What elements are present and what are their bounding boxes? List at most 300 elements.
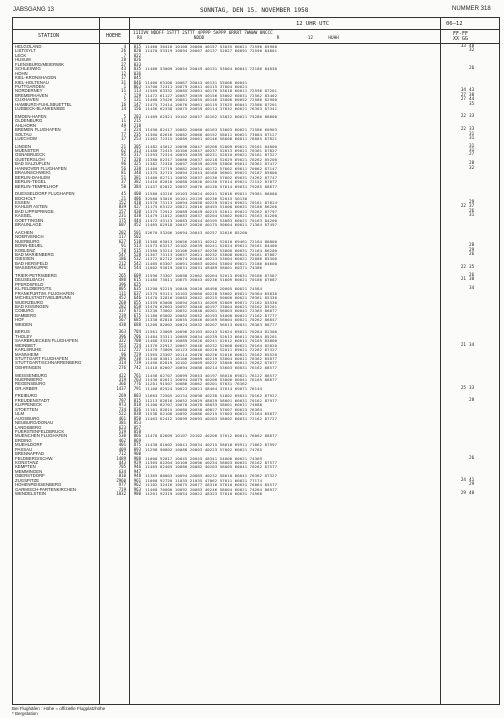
station-height: 422: [118, 372, 126, 378]
station-name: BAD HERSFELD: [15, 261, 48, 266]
station-height: 1832: [116, 491, 126, 497]
station-code: 045: [133, 75, 141, 81]
station-name: BERLIN-TEGEL: [15, 180, 47, 185]
wind-max: 33: [469, 385, 475, 391]
observation-code: 11175 63122 10021 20016 48455 51008 60031 70186 86200: [145, 204, 278, 210]
station-code: 317: [133, 152, 141, 158]
station-code: 026: [133, 57, 141, 63]
station-height: 443: [118, 460, 126, 465]
station-height: 319: [118, 376, 126, 382]
range-label: 06–12: [446, 21, 463, 27]
station-code: 235: [133, 131, 141, 137]
station-code: 947: [133, 468, 141, 474]
observation-code: 11470 73009 10123 20040 40220 52011 69021 72262 87327: [145, 347, 278, 353]
observation-code: 11470 62603 10097 20046 40197 33004 60021 70162 85201: [145, 304, 278, 309]
observation-code: 11569 63332 10085 20061 40176 53018 60011 72596 87201: [145, 88, 278, 94]
station-name: BAD SALZUFLEN: [15, 162, 50, 167]
station-code: 729: [133, 351, 141, 357]
wind-max: 32: [469, 48, 475, 54]
station-name: DEUSELBACH: [15, 278, 45, 283]
station-code: 609: [133, 272, 141, 278]
observation-code: 11463 82412 10099 20093 40203 58002 60031 72162 87727: [145, 415, 278, 421]
station-code: 625: [133, 281, 141, 287]
wind-max: 35: [469, 101, 475, 107]
station-name: FELDBERG/SCHW.: [15, 456, 54, 461]
issue-number: NUMMER 318: [452, 6, 491, 12]
station-code: 452: [133, 222, 141, 228]
station-code: 203: [133, 113, 141, 119]
observation-code: 11472 61127 10087 20059 40156 53002 60031 72562 83402: [145, 92, 278, 98]
wind-max: 34: [469, 342, 475, 348]
station-height: 522: [118, 411, 126, 417]
wind-max: 28: [469, 161, 475, 167]
station-code: 646: [133, 295, 141, 301]
station-code: 156: [133, 106, 141, 112]
station-height: 50: [121, 183, 126, 189]
station-height: 1437: [116, 385, 126, 391]
observation-code: 11201 91507 10086 20062 40201 57031 76362: [145, 381, 248, 387]
station-code: 658: [133, 304, 141, 309]
station-height: 4: [123, 44, 126, 49]
station-name: GR.ARBER: [15, 386, 38, 391]
station-name: OBERSTDORF: [15, 474, 45, 479]
station-code: 129: [133, 92, 141, 98]
station-code: 532: [133, 256, 141, 262]
wind-max: 35: [469, 265, 475, 271]
observation-code: 11490 82417 10082 20060 40163 53003 60021 72586 60903: [145, 127, 278, 133]
wind-max: 44: [469, 97, 475, 103]
observation-code: 32670 53206 10094 20043 40257 52016 85200: [145, 229, 248, 235]
observation-code: 11000 92720 11035 21035 47062 57011 60021 77174: [145, 477, 263, 483]
wind-gust: 33: [460, 44, 466, 49]
station-name: MUENCHEN FLUGHAFEN: [15, 434, 68, 439]
observation-code: 11465 82405 10086 20082 40203 56005 60041 70262 87577: [145, 464, 278, 470]
station-height: 45: [121, 191, 126, 197]
station-name: LANDSBERG: [15, 425, 42, 430]
observation-code: 11201 92319 10054 20022 48323 57010 60031 74566: [145, 491, 263, 497]
wind-max: 40: [469, 491, 475, 497]
station-name: HOF: [15, 318, 25, 323]
station-name: BRENNAPFAD: [15, 452, 45, 457]
wind-max: 26: [469, 455, 475, 461]
wind-gust: 21: [460, 277, 466, 283]
observation-code: 11430 81002 10041 20034 40215 58018 69911 71062 87997: [145, 442, 278, 448]
observation-code: 11338 82810 10055 20046 40169 56004 60021 70262 86847: [145, 317, 278, 323]
wind-max: 43: [469, 88, 475, 94]
station-name: THOLEY: [15, 334, 33, 339]
station-height: 519: [118, 428, 126, 434]
observation-code: 11372 82712 10074 20046 40223 53004 60021 72086 85300: [145, 256, 278, 262]
station-height: 401: [118, 442, 126, 448]
station-name: REGENSBURG: [15, 382, 46, 387]
station-name: MICHELSTADT/VIELBRUNN: [15, 296, 71, 301]
observation-code: 11460 30418 10100 20060 40157 53035 60021 72596 85900: [145, 44, 278, 49]
station-height: 5: [123, 113, 126, 119]
station-name: KOBLENZ: [15, 248, 36, 253]
volume-label: JABSGANG 13: [13, 7, 55, 13]
observation-code: 32560 53016 10101 20139 40236 52013 50130: [145, 195, 248, 201]
observation-code: 11460 70000 10092 20083 40246 58004 60021 74264 86977: [145, 486, 278, 492]
station-height: 623: [118, 424, 126, 430]
station-height: 269: [118, 393, 126, 399]
station-code: 635: [133, 286, 141, 292]
wind-gust: 22: [460, 204, 466, 210]
station-code: 348: [133, 170, 141, 176]
station-height: 12: [121, 70, 126, 76]
observation-code: 11375 93111 10103 20060 40228 53002 69021 70364 85830: [145, 290, 278, 296]
station-height: 461: [118, 415, 126, 421]
station-name: WEISSENBURG: [15, 373, 48, 378]
station-code: 384: [133, 183, 141, 189]
station-code: 704: [133, 329, 141, 335]
station-name: WUERZBURG: [15, 300, 44, 305]
station-name: HAMBURG-FUHLSBUETTEL: [15, 102, 72, 107]
wind-gust: 29: [460, 491, 466, 497]
station-height: 81: [121, 170, 126, 176]
station-code: 305: [133, 143, 141, 149]
station-code: 738: [133, 356, 141, 361]
station-height: 712: [118, 451, 126, 457]
station-height: 265: [118, 272, 126, 278]
station-height: 56: [121, 165, 126, 171]
station-height: 805: [118, 286, 126, 292]
table-row: [13, 223, 499, 227]
station-height: 77: [121, 131, 126, 137]
footnote-line2: * Bergstation: [12, 711, 38, 716]
station-height: 11: [121, 88, 126, 94]
station-name: OLDENBURG: [15, 119, 43, 124]
station-code: 962: [133, 482, 141, 488]
station-height: 157: [118, 208, 126, 214]
observation-code: 11468 23426 10081 20055 40146 33006 60052 72586 82900: [145, 97, 278, 103]
wind-max: 48: [469, 44, 475, 49]
station-code: 671: [133, 308, 141, 314]
observation-code: 11482 43012 10096 20047 40208 52009 69021 70161 84800: [145, 143, 278, 149]
station-code: 850: [133, 415, 141, 421]
station-name: NORDERNEY: [15, 89, 43, 94]
station-height: 607: [118, 222, 126, 228]
station-height: 186: [118, 256, 126, 262]
ff-header: FF-FF: [453, 31, 469, 37]
observation-code: 11468 33310 10089 20026 40241 52012 60011 70165 83800: [145, 338, 278, 344]
station-code: 948: [133, 473, 141, 479]
station-name: KAHLER ASTEN: [15, 205, 48, 210]
station-code: 063: [133, 83, 141, 89]
observation-code: 11410 82816 10080 20026 40130 57014 69021 72152 87877: [145, 179, 278, 185]
observation-code: 11100 82707 10078 20078 48033 58001 60011 74088: [145, 402, 263, 408]
station-code: 513: [133, 243, 141, 249]
station-name: ZUGSPITZE: [15, 478, 40, 483]
station-height: 7: [123, 52, 126, 58]
station-code: 929: [133, 460, 141, 465]
observation-code: 11290 92219 10040 20020 48498 20005 60021 74584: [145, 286, 263, 292]
station-height: 96: [121, 351, 126, 357]
station-code: 655: [133, 299, 141, 305]
station-code: 815: [133, 397, 141, 403]
station-name: MEMMINGEN: [15, 469, 43, 474]
station-code: 382: [133, 179, 141, 185]
station-height: 21: [121, 195, 126, 201]
observation-code: 11458 82707 10099 20053 40197 56010 69021 76122 86577: [145, 372, 278, 378]
station-height: 111: [118, 290, 126, 296]
wind-gust: 24: [460, 477, 466, 483]
station-code: 224: [133, 127, 141, 133]
station-code: 853: [133, 420, 141, 426]
station-height: 921: [118, 265, 126, 271]
station-code: 022: [133, 52, 141, 58]
observation-table: [12, 17, 500, 705]
station-name: SAARBRUECKEN FLUGHAFEN: [15, 339, 78, 344]
station-name: SOLTAU: [15, 132, 32, 137]
wind-gust: 27: [460, 92, 466, 98]
station-height: 452: [118, 295, 126, 301]
station-name: PASSAU: [15, 447, 33, 452]
station-code: 427: [133, 204, 141, 210]
wind-max: 33: [469, 127, 475, 133]
observation-code: 11382 72310 10097 20039 40199 53006 69011 70361 87477: [145, 161, 278, 167]
observation-code: 11365 80003 10094 20085 40232 58010 60041 76362 87327: [145, 473, 278, 479]
station-name: LUECHOW: [15, 136, 37, 141]
observation-code: 11475 72414 10076 20061 40119 37025 60041 72586 87201: [145, 101, 278, 107]
wind-gust: 21: [460, 342, 466, 348]
wind-gust: 22: [460, 127, 466, 133]
station-height: 95: [121, 152, 126, 158]
station-code: 147: [133, 101, 141, 107]
station-name: GUETERSLOH: [15, 157, 45, 162]
observation-code: 11359 63008 10094 20031 40209 52009 69071 72162 83530: [145, 299, 278, 305]
table-subheader: [13, 20, 499, 29]
station-name: KIEL-HOLTENAU: [15, 80, 49, 85]
station-code: 838: [133, 411, 141, 417]
time-label: 12 UHR UTC: [296, 21, 330, 27]
station-code: 036: [133, 70, 141, 76]
station-name: MUENSTER: [15, 149, 40, 153]
station-height: 5: [123, 97, 126, 103]
station-code: 836: [133, 406, 141, 412]
table-row: [13, 185, 499, 189]
station-name: BAD MARIENBERG: [15, 253, 54, 257]
observation-code: 11465 82918 10047 20020 40175 50004 60021 71364 87497: [145, 222, 278, 228]
station-name: BOCHOLT: [15, 196, 36, 201]
observation-code: 11370 22917 10067 20048 40232 52008 60021 70164 82820: [145, 342, 278, 348]
station-height: 719: [118, 486, 126, 492]
station-code: 675: [133, 312, 141, 318]
observation-code: 11480 73011 10075 20043 40236 51009 60021 70186 87687: [145, 277, 278, 283]
station-code: 791: [133, 385, 141, 391]
station-name: BAD LIPPSPRINGE: [15, 209, 54, 214]
station-name: PFERDSFELD: [15, 282, 44, 287]
height-header: HOEHE: [106, 33, 122, 39]
observation-code: 11002 93019 10031 20031 48489 56001 60371 74386: [145, 265, 263, 271]
station-name: KONSTANZ: [15, 461, 39, 465]
station-height: 322: [118, 338, 126, 344]
station-name: KL.FELDBERG/TS.: [15, 287, 53, 292]
observation-code: 11437 82812 10097 20076 40130 57014 69031 79285 88877: [145, 183, 278, 189]
wind-gust: 22: [460, 113, 466, 119]
station-name: KASSEL: [15, 214, 32, 219]
station-code: 542: [133, 260, 141, 266]
station-code: 858: [133, 428, 141, 434]
observation-code: 11462 72315 10089 20061 40146 56008 60011 78085 87821: [145, 135, 278, 141]
station-code: 215: [133, 118, 141, 124]
station-name: DUESSELDORF FLUGHAFEN: [15, 192, 75, 197]
observation-code: 11213 82816 10052 20029 48029 58001 60031 70162 87977: [145, 397, 278, 403]
wind-max: 26: [469, 208, 475, 214]
station-code: 438: [133, 213, 141, 219]
station-code: 776: [133, 381, 141, 387]
wind-gust: 27: [460, 97, 466, 103]
observation-code: 11367 73113 10057 20021 40232 53008 60021 70161 87887: [145, 252, 278, 257]
station-height: 409: [118, 446, 126, 452]
station-code: 320: [133, 156, 141, 162]
station-code: 706: [133, 333, 141, 339]
observation-code: 11460 72719 10082 20031 40172 57002 69011 70062 87147: [145, 165, 278, 171]
observation-code: 11565 23307 10114 20078 40226 52016 60021 70162 85520: [145, 351, 278, 357]
observation-code: 11460 53009 10054 20049 40131 53004 60041 72186 84830: [145, 66, 278, 72]
station-code: 033: [133, 61, 141, 67]
observation-code: 11570 73113 10094 20058 40229 52024 69021 70161 87824: [145, 200, 278, 205]
wind-max: 41: [469, 477, 475, 483]
data-header-line2: RX NDDD R 12 HUHH: [137, 36, 339, 41]
station-height: 17: [121, 135, 126, 141]
station-height: 152: [118, 200, 126, 205]
station-height: 734: [118, 406, 126, 412]
station-height: 973: [118, 402, 126, 408]
station-code: 869: [133, 437, 141, 443]
station-name: GARMISCH-PARTENKIRCHEN: [15, 487, 76, 492]
station-code: 528: [133, 252, 141, 257]
station-code: 818: [133, 402, 141, 408]
station-name: BRAUNLAGE: [15, 223, 42, 228]
observation-code: 11456 82819 10102 20069 40222 53000 60011 76262 87077: [145, 360, 278, 366]
station-code: 046: [133, 79, 141, 85]
station-code: 131: [133, 97, 141, 103]
station-code: 637: [133, 290, 141, 296]
observation-code: 11470 82609 10107 20102 40200 57012 60011 76062 88877: [145, 433, 278, 439]
station-height: 438: [118, 321, 126, 327]
station-code: 763: [133, 376, 141, 382]
station-code: 410: [133, 200, 141, 205]
station-height: 26: [121, 48, 126, 54]
wind-max: 31: [469, 148, 475, 153]
station-code: 688: [133, 321, 141, 327]
station-code: 218: [133, 122, 141, 128]
table-row: [13, 137, 499, 141]
station-height: 17: [121, 75, 126, 81]
observation-code: 11380 82317 10086 20037 40218 52029 69021 70262 85200: [145, 156, 278, 162]
station-height: 977: [118, 482, 126, 488]
date-label: SONNTAG, DEN 15. NOVEMBER 1958: [200, 7, 309, 14]
station-height: 117: [118, 234, 126, 240]
station-code: 510: [133, 238, 141, 244]
wind-max: 28: [469, 397, 475, 403]
station-code: 020: [133, 48, 141, 54]
observation-code: 11590 73307 10098 22062 40264 52013 69031 70186 87587: [145, 272, 278, 278]
station-height: 462: [118, 437, 126, 443]
station-code: 325: [133, 161, 141, 167]
station-name: KARLSRUHE: [15, 348, 42, 353]
station-code: 946: [133, 464, 141, 470]
observation-code: 11100 82524 10023 20021 48464 37014 69071 76144: [145, 385, 263, 391]
observation-code: 11460 63108 10067 20043 40131 55006 60041: [145, 79, 248, 85]
station-code: 742: [133, 364, 141, 370]
footnote-line1: Bei Flughäfen : Höhe = offizielle Flugplatzhöhe: [12, 706, 106, 711]
observation-code: 11208 82002 10024 20032 40207 56013 60031 76363 88777: [145, 321, 278, 327]
station-name: AUGSBURG: [15, 416, 40, 421]
station-name: FREUDENSTADT: [15, 398, 50, 403]
station-height: 396: [118, 333, 126, 339]
station-height: 547: [118, 252, 126, 257]
wind-max: 31: [469, 143, 475, 149]
station-name: CUXHAVEN: [15, 98, 39, 103]
wind-gust: 25: [460, 385, 466, 391]
station-height: 51: [121, 174, 126, 180]
station-name: BREMERHAVEN: [15, 93, 48, 98]
wind-max: 38: [469, 92, 475, 98]
observation-code: 11663 72505 10134 20098 40238 51002 69031 70162 87927: [145, 393, 278, 399]
observation-code: 11360 82616 10082 20060 40152 58011 60021 73084 87127: [145, 131, 278, 137]
station-height: 839: [118, 204, 126, 210]
station-code: 338: [133, 165, 141, 171]
station-height: 14: [121, 106, 126, 112]
station-name: HANNOVER FLUGHAFEN: [15, 166, 67, 171]
station-height: 553: [118, 342, 126, 348]
station-height: 91: [121, 243, 126, 249]
station-rows: [13, 45, 499, 497]
station-name: LIST/SYLT: [15, 49, 36, 54]
station-name: MANNHEIM: [15, 352, 39, 357]
wind-gust: 34: [460, 88, 466, 94]
station-name: LINGEN: [15, 144, 31, 149]
station-height: 202: [118, 229, 126, 235]
wind-max: 29: [469, 247, 475, 253]
station-name: FUERSTENFELDBRUCK: [15, 429, 65, 434]
station-code: 857: [133, 424, 141, 430]
station-height: 43: [121, 66, 126, 72]
station-code: 803: [133, 393, 141, 399]
station-height: 239: [118, 312, 126, 318]
observation-code: 11393 72314 10093 20039 40231 52010 69021 70161 87327: [145, 152, 278, 158]
station-code: 761: [133, 372, 141, 378]
station-name: GIESSEN: [15, 257, 35, 262]
station-height: 212: [118, 260, 126, 266]
station-name: KLIPPENECK: [15, 403, 42, 408]
station-name: PUTTGARDEN: [15, 84, 45, 89]
wind-max: 26: [469, 252, 475, 257]
table-row: [13, 323, 499, 327]
station-name: ERDING: [15, 438, 32, 443]
station-height: 634: [118, 468, 126, 474]
observation-code: 11472 43113 10083 20044 40195 53003 60021 70163 84200: [145, 217, 278, 223]
station-height: 282: [118, 304, 126, 309]
observation-code: 11538 82106 10092 20086 40215 57003 60021 72164 85877: [145, 411, 278, 417]
station-name: GOETTINGEN: [15, 218, 44, 223]
table-row: [13, 266, 499, 270]
station-height: 363: [118, 329, 126, 335]
station-name: ULM: [15, 412, 25, 417]
wind-max: 27: [469, 152, 475, 158]
observation-code: 11365 82204 10100 20096 40234 58003 60031 76162 87577: [145, 460, 278, 465]
station-name: STUTTGART/SCHNARRENBERG: [15, 361, 82, 366]
station-code: 615: [133, 277, 141, 283]
station-code: 381: [133, 174, 141, 180]
station-code: 400: [133, 191, 141, 197]
station-code: 113: [133, 88, 141, 94]
observation-code: 11375 32713 10094 22043 40168 56001 69021 70187 85800: [145, 170, 278, 176]
observation-code: 11561 23009 10096 20103 40243 52024 69021 70264 82300: [145, 329, 278, 335]
station-name: HELGOLAND: [15, 45, 42, 49]
observation-code: 11460 82711 10092 20037 40130 57002 69031 74262 87747: [145, 174, 278, 180]
